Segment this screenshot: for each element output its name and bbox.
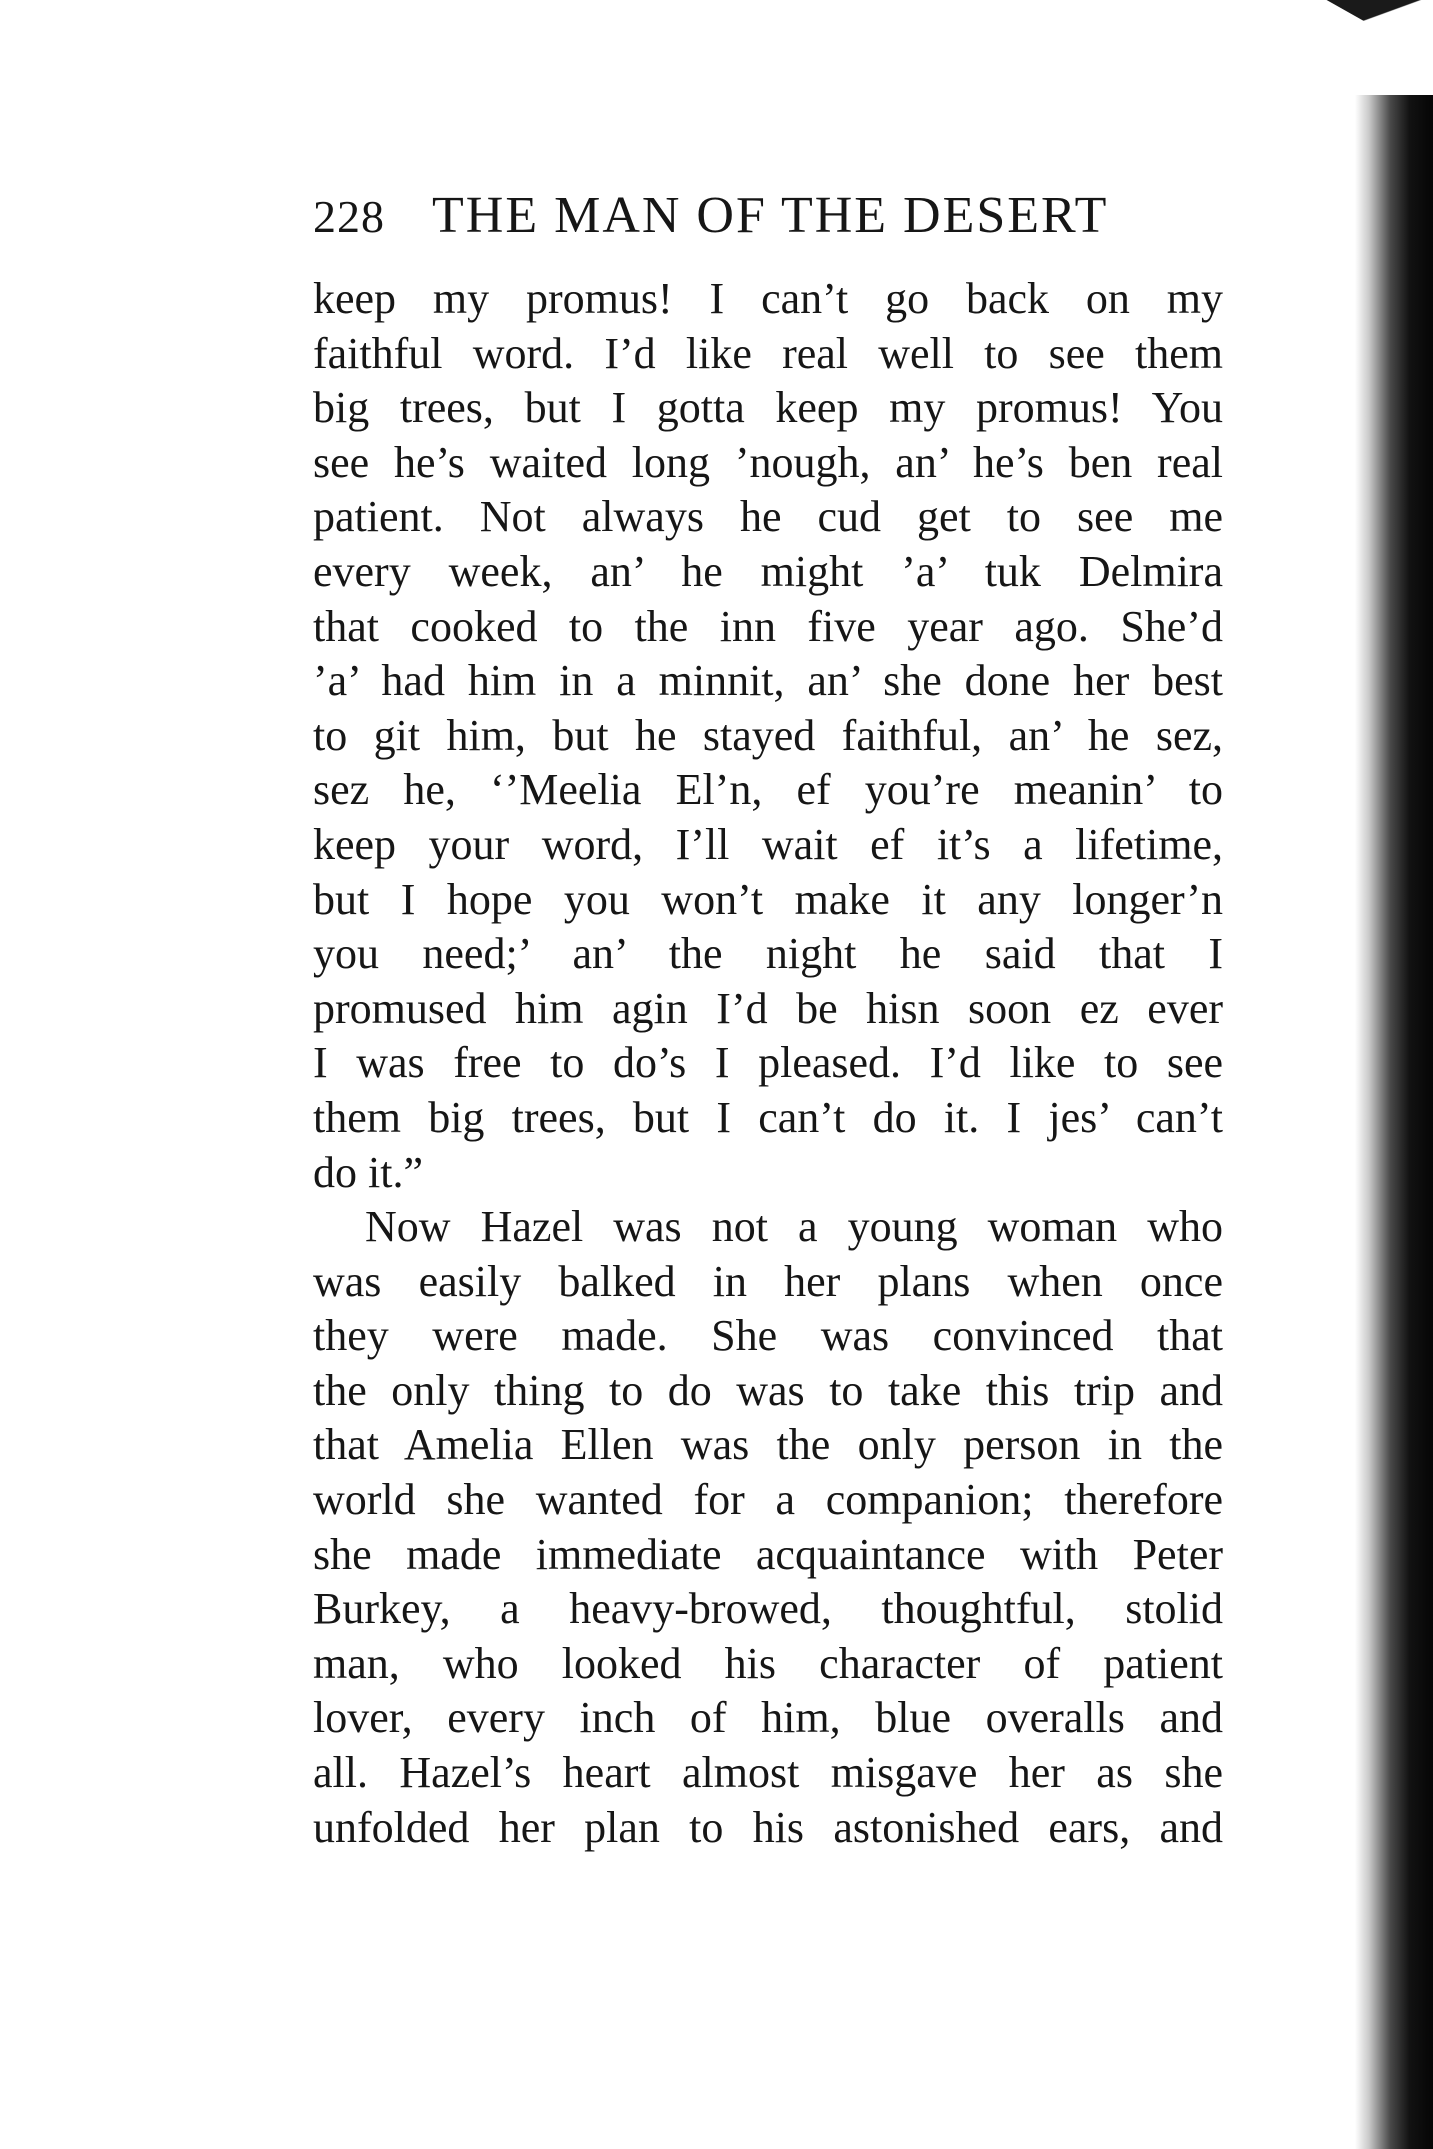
body-text: [313, 272, 1223, 1855]
text-line: unfolded her plan to his astonished ears, and: [313, 1802, 1223, 1852]
text-line: ’a’ had him in a minnit, an’ she done her best: [313, 656, 1223, 706]
text-line: man, who looked his character of patient: [313, 1638, 1223, 1688]
paragraph-start-line: Now Hazel was not a young woman who: [365, 1202, 1223, 1252]
text-line: world she wanted for a companion; therefore: [313, 1475, 1223, 1525]
text-line: faithful word. I’d like real well to see them: [313, 328, 1223, 378]
text-line: that cooked to the inn five year ago. She’d: [313, 601, 1223, 651]
text-line: keep my promus! I can’t go back on my: [313, 274, 1223, 323]
text-line: big trees, but I gotta keep my promus! You: [313, 383, 1223, 433]
text-line: promused him agin I’d be hisn soon ez ever: [313, 983, 1223, 1033]
text-line: them big trees, but I can’t do it. I jes’ can’t: [313, 1092, 1223, 1142]
text-line: to git him, but he stayed faithful, an’ he sez,: [313, 710, 1223, 760]
text-line: you need;’ an’ the night he said that I: [313, 929, 1223, 979]
text-line: all. Hazel’s heart almost misgave her as she: [313, 1748, 1223, 1798]
book-title: THE MAN OF THE DESERT: [432, 187, 1109, 244]
page-corner-shadow: [1300, 0, 1433, 60]
running-head: [313, 186, 1213, 256]
text-line: keep your word, I’ll wait ef it’s a lifetime,: [313, 819, 1223, 869]
text-line: that Amelia Ellen was the only person in the: [313, 1420, 1223, 1470]
text-line: the only thing to do was to take this trip and: [313, 1365, 1223, 1415]
text-line: sez he, ‘’Meelia El’n, ef you’re meanin’ to: [313, 765, 1223, 815]
text-line: every week, an’ he might ’a’ tuk Delmira: [313, 546, 1223, 596]
text-line: lover, every inch of him, blue overalls and: [313, 1693, 1223, 1743]
page-number: 228: [313, 191, 385, 242]
text-line: she made immediate acquaintance with Peter: [313, 1529, 1223, 1579]
text-line: but I hope you won’t make it any longer’n: [313, 874, 1223, 924]
text-line: they were made. She was convinced that: [313, 1311, 1223, 1361]
text-line: was easily balked in her plans when once: [313, 1256, 1223, 1306]
binding-shadow: [1355, 95, 1433, 2149]
text-line: I was free to do’s I pleased. I’d like to see: [313, 1038, 1223, 1088]
text-line: Burkey, a heavy-browed, thoughtful, stolid: [313, 1584, 1223, 1634]
text-line: do it.”: [313, 1147, 423, 1197]
text-line: patient. Not always he cud get to see me: [313, 492, 1223, 542]
text-line: see he’s waited long ’nough, an’ he’s ben real: [313, 437, 1223, 487]
